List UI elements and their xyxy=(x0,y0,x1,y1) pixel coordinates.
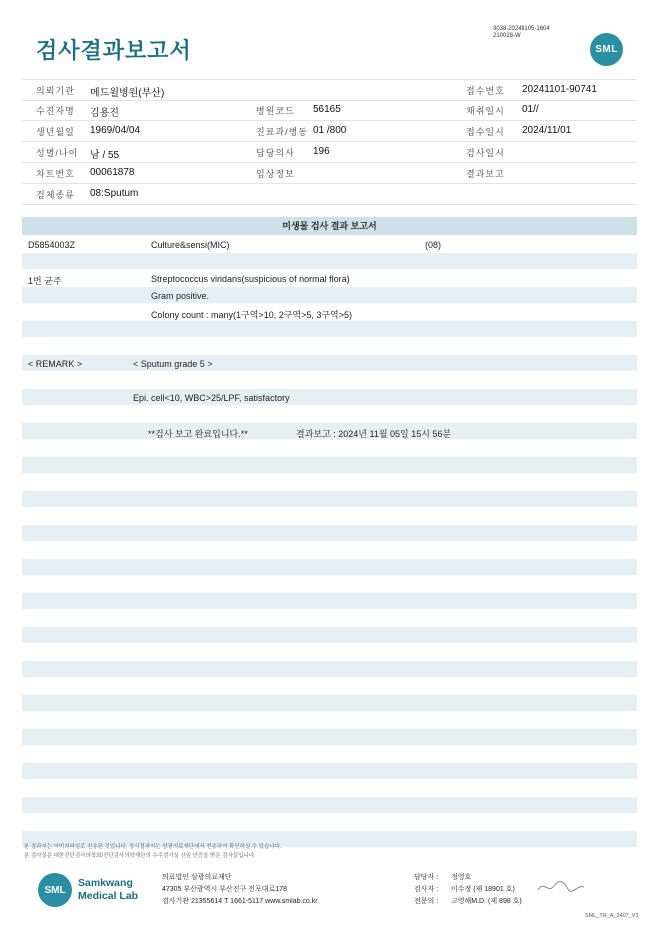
specialist-label: 전문의 : xyxy=(414,898,439,905)
org-name: 의료법인 삼광의료재단 xyxy=(162,874,232,881)
info-row-2 xyxy=(22,100,637,121)
stripe xyxy=(22,763,637,779)
contact: 검사기관 21355614 T 1661-5117 www.smlab.co.kr xyxy=(162,898,318,905)
specialist-value: 고영해M.D. (제 898 호) xyxy=(451,898,522,905)
stripe xyxy=(22,627,637,643)
sex-age-value: 남 / 55 xyxy=(90,150,120,161)
receipt-no-value: 20241101-90741 xyxy=(522,84,597,95)
collect-date-value: 01// xyxy=(522,104,539,115)
receipt-date-value: 2024/11/01 xyxy=(522,125,572,136)
birth-label: 생년월일 xyxy=(36,127,75,137)
tester-value: 이수정 (제 18901 호) xyxy=(451,886,515,893)
organism-line2: Gram positive. xyxy=(151,291,210,301)
specimen-label: 검체종류 xyxy=(36,190,75,200)
hospital-code-value: 56165 xyxy=(313,104,341,115)
collect-date-label: 채취일시 xyxy=(466,106,505,116)
receipt-no-label: 접수번호 xyxy=(466,86,505,96)
manager-label: 담당자 : xyxy=(414,874,439,881)
info-row-1 xyxy=(22,79,637,101)
test-date-label: 검사일시 xyxy=(466,148,505,158)
result-report-label: 결과보고 xyxy=(466,169,505,179)
stripe xyxy=(22,321,637,337)
doctor-label: 담당의사 xyxy=(256,148,295,158)
info-row-5 xyxy=(22,163,637,184)
stripe xyxy=(22,253,637,269)
doc-id: SML_TR_A_2407_V1 xyxy=(585,913,639,919)
footer-note-2: 본 검사실은 대한진단검사의학회/진단검사의학재단의 우수검사실 신임 인증을 받은 검사실입니다. xyxy=(24,853,256,859)
chart-value: 00061878 xyxy=(90,167,135,178)
dept-label: 진료과/병동 xyxy=(256,127,308,137)
report-code-line1: 3038-2024ll105-1604 xyxy=(493,26,550,32)
stripe xyxy=(22,559,637,575)
stripe xyxy=(22,729,637,745)
institution-label: 의뢰기관 xyxy=(36,86,75,96)
report-time: 결과보고 : 2024년 11월 05일 15시 56분 xyxy=(296,429,452,439)
remark-value: < Sputum grade 5 > xyxy=(133,359,213,369)
footer-note-1: 본 결과지는 이미지파일로 전송된 것입니다. 정식결과지는 삼광의료재단에서 전송하여 확인하실 수 있습니다. xyxy=(24,844,282,850)
test-code: D5854003Z xyxy=(28,240,76,250)
birth-value: 1969/04/04 xyxy=(90,125,141,136)
manager-value: 정영호 xyxy=(451,874,472,881)
hospital-code-label: 병원코드 xyxy=(256,106,295,116)
sex-age-label: 성별/나이 xyxy=(36,148,79,158)
sml-footer-logo: SML xyxy=(38,873,72,907)
brand-line2: Medical Lab xyxy=(78,890,139,902)
info-row-3 xyxy=(22,121,637,142)
receipt-date-label: 접수일시 xyxy=(466,127,505,137)
stripe xyxy=(22,661,637,677)
stripe xyxy=(22,593,637,609)
name-label: 수진자명 xyxy=(36,106,75,116)
complete-text: **검사 보고 완료입니다.** xyxy=(148,429,248,439)
tester-label: 검사자 : xyxy=(414,886,439,893)
report-section-header: 미생물 검사 결과 보고서 xyxy=(22,217,637,235)
organism-line1: Streptococcus viridans(suspicious of normal flora) xyxy=(151,274,350,284)
address: 47305 부산광역시 부산진구 전포대로178 xyxy=(162,886,287,893)
info-row-4 xyxy=(22,142,637,163)
info-row-6 xyxy=(22,184,637,205)
stripe xyxy=(22,797,637,813)
stripe xyxy=(22,491,637,507)
signature-mark xyxy=(536,878,586,896)
stripe xyxy=(22,695,637,711)
name-value: 김용진 xyxy=(90,108,119,119)
stripe xyxy=(22,389,637,405)
chart-label: 차트번호 xyxy=(36,169,75,179)
stripe xyxy=(22,355,637,371)
page-title: 검사결과보고서 xyxy=(36,38,192,63)
dept-value: 01 /800 xyxy=(313,125,347,136)
stripe xyxy=(22,287,637,303)
specimen-value: 08:Sputum xyxy=(90,188,139,199)
test-sub: (08) xyxy=(425,240,442,250)
sml-logo: SML xyxy=(590,33,623,66)
organism-label: 1번 균주 xyxy=(28,276,62,286)
brand-line1: Samkwang xyxy=(78,877,133,889)
institution-value: 메드윌병원(부산) xyxy=(90,88,165,99)
epi-line: Epi. cell<10, WBC>25/LPF, satisfactory xyxy=(133,393,290,403)
test-name: Culture&sensi(MIC) xyxy=(151,240,230,250)
organism-line3: Colony count : many(1구역>10, 2구역>5, 3구역>5) xyxy=(151,310,353,320)
stripe xyxy=(22,525,637,541)
clinical-label: 임상정보 xyxy=(256,169,295,179)
stripe xyxy=(22,457,637,473)
remark-label: < REMARK > xyxy=(28,359,83,369)
report-code-line2: 210028-W xyxy=(493,33,521,39)
doctor-value: 196 xyxy=(313,146,330,157)
